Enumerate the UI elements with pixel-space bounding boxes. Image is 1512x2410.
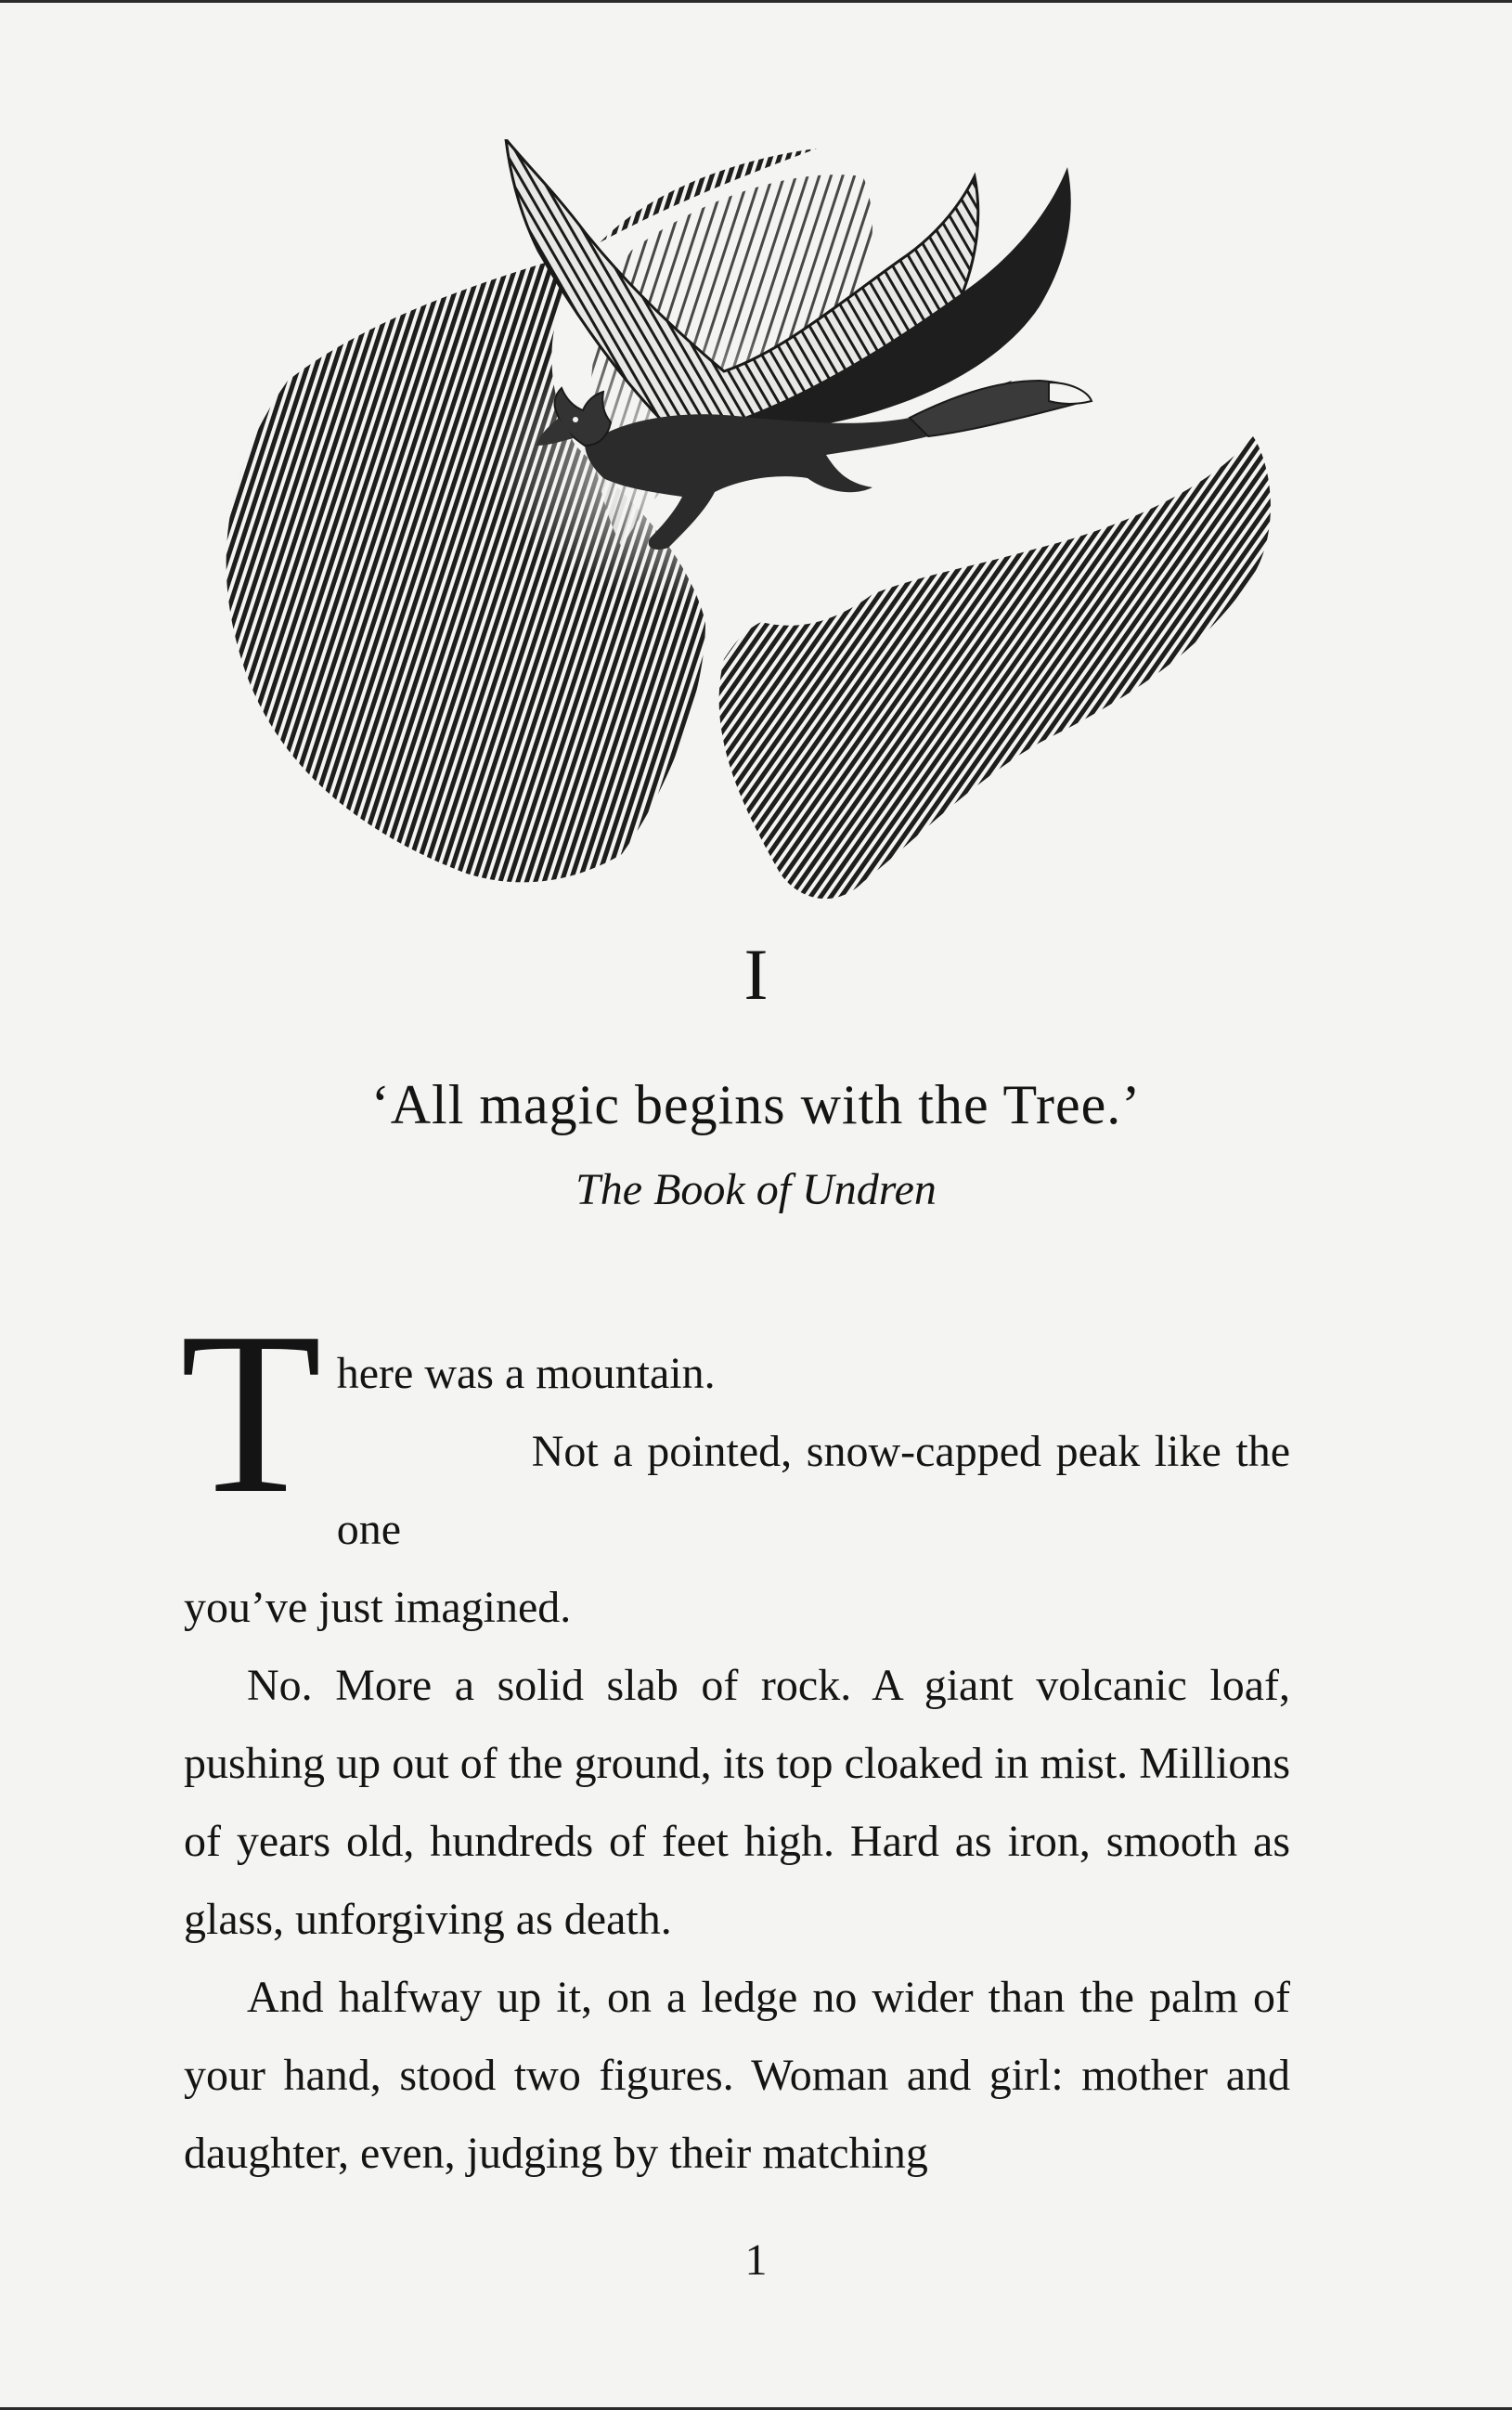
drop-cap: T [180,1285,322,1542]
paragraph-4: And halfway up it, on a ledge no wider than the palm of your hand, stood two figures. Woman and girl: mother and daughter, even, judging by their matching [184,1973,1290,2178]
paragraph-2 [184,1413,1290,1569]
paragraph-1-text: here was a mountain. [336,1349,716,1398]
epigraph-source: The Book of Undren [575,1165,937,1214]
page-number: 1 [744,2235,768,2285]
top-scan-edge [0,0,1512,3]
winged-fox-illustration-icon [186,139,1299,910]
chapter-body [180,1285,1290,2193]
paragraph-2-rest: you’ve just imagined. [184,1583,572,1632]
paragraph-2-lead: Not a pointed, snow-capped peak like the one [336,1427,1290,1554]
epigraph-quote: ‘All magic begins with the Tree.’ [370,1074,1142,1135]
chapter-numeral: I [743,934,769,1015]
paragraph-3: No. More a solid slab of rock. A giant volcanic loaf, pushing up out of the ground, its top cloaked in mist. Millions of years old, hundreds of feet high. Hard as iron, smooth as glass, unforgiving as death. [184,1661,1290,1944]
